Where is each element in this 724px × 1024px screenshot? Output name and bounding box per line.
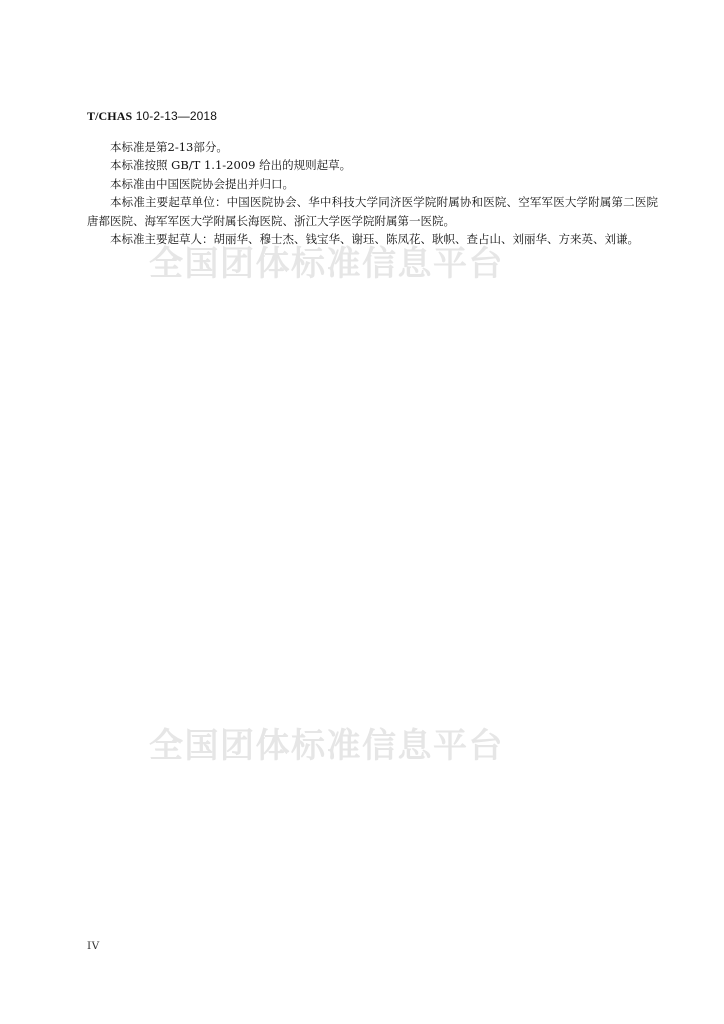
paragraph-drafting-rules: 本标准按照 GB/T 1.1-2009 给出的规则起草。	[110, 158, 352, 173]
paragraph-drafting-units: 本标准主要起草单位：中国医院协会、华中科技大学同济医学院附属协和医院、空军军医大学附属第二医院唐都医院、海军军医大学附属长海医院、浙江大学医学院附属第一医院。	[87, 195, 658, 228]
document-code	[87, 109, 217, 124]
watermark-top: 全国团体标准信息平台	[149, 244, 504, 284]
document-code-number: 10-2-13—2018	[132, 109, 217, 123]
document-code-prefix: T/CHAS	[87, 109, 133, 123]
watermark-bottom: 全国团体标准信息平台	[149, 726, 504, 766]
paragraph-proposer: 本标准由中国医院协会提出并归口。	[110, 176, 294, 191]
page-number: IV	[87, 940, 100, 952]
foreword-body	[87, 138, 658, 248]
paragraph-drafters: 本标准主要起草人：胡丽华、穆士杰、钱宝华、谢珏、陈凤花、耿帜、查占山、刘丽华、方来英、刘谦。	[110, 232, 639, 247]
paragraph-part-number: 本标准是第2-13部分。	[110, 140, 228, 154]
